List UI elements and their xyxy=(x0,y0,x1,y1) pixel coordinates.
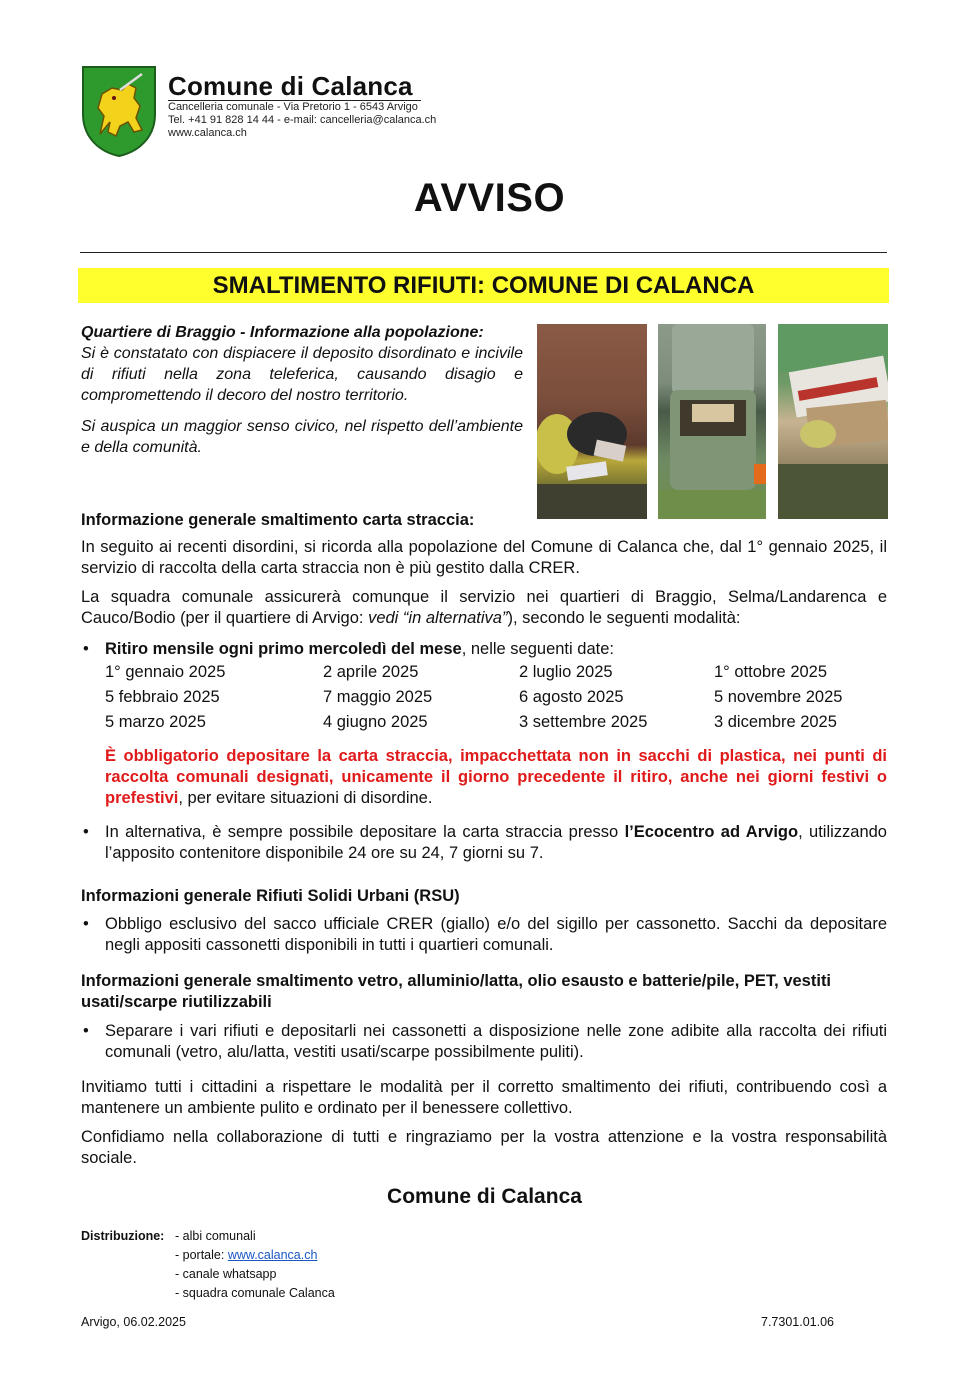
municipality-name: Comune di Calanca xyxy=(168,72,421,101)
glass-heading xyxy=(81,971,887,1013)
place-date: Arvigo, 06.02.2025 xyxy=(81,1315,186,1329)
letterhead xyxy=(80,64,460,160)
ecocentro-text-b: , utilizzando l’apposito contenitore disponibile 24 ore su 24, 7 giorni su 7. xyxy=(105,823,887,862)
closing-text-1: Invitiamo tutti i cittadini a rispettare le modalità per il corretto smaltimento dei rifiuti, contribuendo così a mantenere un ambiente pulito e ordinato per il benessere collettivo. xyxy=(81,1078,887,1117)
rsu-heading xyxy=(81,886,887,907)
dates-row xyxy=(105,663,895,688)
ecocentro-text-a: In alternativa, è sempre possibile depositare la carta straccia presso xyxy=(105,823,625,841)
paper-paragraph-1 xyxy=(81,537,887,579)
collection-dates-table xyxy=(105,663,895,738)
deposit-warning xyxy=(81,746,887,809)
warning-text: È obbligatorio depositare la carta straccia, impacchettata non in sacchi di plastica, nei punti di raccolta comunali designati, unicamente il giorno precedente il ritiro, anche nei giorni festivi o prefestivi xyxy=(105,747,887,807)
dates-row xyxy=(105,713,895,738)
paper-text-2-emphasis: vedi “in alternativa” xyxy=(368,609,508,627)
address-line: Cancelleria comunale - Via Pretorio 1 - 6543 Arvigo xyxy=(168,101,418,113)
monthly-collection-label: Ritiro mensile ogni primo mercoledì del mese xyxy=(105,640,462,658)
lion-crest-icon xyxy=(80,64,158,158)
website-line: www.calanca.ch xyxy=(168,127,247,139)
subject-banner: SMALTIMENTO RIFIUTI: COMUNE DI CALANCA xyxy=(78,268,889,303)
bullet-ecocentro xyxy=(81,822,887,864)
paper-text-1: In seguito ai recenti disordini, si ricorda alla popolazione del Comune di Calanca che, dal 1° gennaio 2025, il servizio di raccolta della carta straccia non è più gestito dalla CRER. xyxy=(81,538,887,577)
list-item: - squadra comunale Calanca xyxy=(175,1286,335,1300)
date-cell: 5 febbraio 2025 xyxy=(105,688,220,706)
closing-text-2: Confidiamo nella collaborazione di tutti e ringraziamo per la vostra attenzione e la vostra responsabilità sociale. xyxy=(81,1128,887,1167)
intro-paragraph-2: Si auspica un maggior senso civico, nel rispetto dell’ambiente e della comunità. xyxy=(81,418,523,456)
document-reference: 7.7301.01.06 xyxy=(761,1315,834,1329)
closing-paragraph-2 xyxy=(81,1127,887,1169)
paper-text-2a: La squadra comunale assicurerà comunque il servizio nei quartieri di Braggio, Selma/Landarenca e Cauco/Bodio (per il quartiere di Arvigo: xyxy=(81,588,887,627)
rsu-heading-text: Informazioni generale Rifiuti Solidi Urbani (RSU) xyxy=(81,887,460,905)
warning-rest: , per evitare situazioni di disordine. xyxy=(178,789,433,807)
bullet-monthly-collection xyxy=(81,639,887,660)
date-cell: 3 dicembre 2025 xyxy=(714,713,837,731)
distribution-label: Distribuzione xyxy=(81,1229,161,1243)
trash-bags-photo xyxy=(537,324,647,519)
bullet-dot: • xyxy=(83,823,89,841)
date-cell: 6 agosto 2025 xyxy=(519,688,624,706)
intro-section xyxy=(81,322,523,458)
paper-text-2b: ), secondo le seguenti modalità: xyxy=(507,609,741,627)
list-item: - canale whatsapp xyxy=(175,1267,277,1281)
bullet-rsu xyxy=(81,914,887,956)
contact-line: Tel. +41 91 828 14 44 - e-mail: cancelleria@calanca.ch xyxy=(168,114,437,126)
date-cell: 4 giugno 2025 xyxy=(323,713,428,731)
paper-section-heading xyxy=(81,510,887,531)
glass-text: Separare i vari rifiuti e depositarli nei cassonetti a disposizione nelle zone adibite alla raccolta dei rifiuti comunali (vetro, alu/latta, vestiti usati/scarpe possibilmente puliti). xyxy=(105,1022,887,1061)
ecocentro-name: l’Ecocentro ad Arvigo xyxy=(624,823,799,841)
intro-heading: Quartiere di Braggio - Informazione alla popolazione: xyxy=(81,324,484,341)
paper-heading: Informazione generale smaltimento carta straccia: xyxy=(81,511,475,529)
date-cell: 1° gennaio 2025 xyxy=(105,663,226,681)
dates-row xyxy=(105,688,895,713)
bullet-glass xyxy=(81,1021,887,1063)
bullet-dot: • xyxy=(83,915,89,933)
date-cell: 2 aprile 2025 xyxy=(323,663,419,681)
date-cell: 2 luglio 2025 xyxy=(519,663,613,681)
page-title: AVVISO xyxy=(413,176,566,220)
date-cell: 5 novembre 2025 xyxy=(714,688,843,706)
bullet-dot: • xyxy=(83,1022,89,1040)
bullet-dot: • xyxy=(83,640,89,658)
title-divider xyxy=(80,252,887,253)
rsu-text: Obbligo esclusivo del sacco ufficiale CRER (giallo) e/o del sigillo per cassonetto. Sacchi da depositare negli appositi cassonetti disponibili in tutti i quartieri comunali. xyxy=(105,915,887,954)
list-item xyxy=(175,1246,335,1265)
date-cell: 5 marzo 2025 xyxy=(105,713,206,731)
distribution-list xyxy=(81,1227,335,1303)
glass-heading-text: Informazioni generale smaltimento vetro, alluminio/latta, olio esausto e batterie/pile, PET, vestiti usati/scarpe riutilizzabili xyxy=(81,972,832,1011)
portal-prefix: - portale: xyxy=(175,1248,228,1262)
paper-paragraph-2 xyxy=(81,587,887,629)
closing-paragraph-1 xyxy=(81,1077,887,1119)
list-item: - albi comunali xyxy=(175,1229,256,1243)
date-cell: 7 maggio 2025 xyxy=(323,688,433,706)
date-cell: 1° ottobre 2025 xyxy=(714,663,828,681)
monthly-collection-rest: , nelle seguenti date: xyxy=(461,640,614,658)
signature: Comune di Calanca xyxy=(387,1185,582,1208)
distribution-colon: : xyxy=(160,1229,165,1243)
date-cell: 3 settembre 2025 xyxy=(519,713,648,731)
intro-paragraph-1: Si è constatato con dispiacere il deposito disordinato e incivile di rifiuti nella zona teleferica, causando disagio e compromettendo il decoro del nostro territorio. xyxy=(81,345,523,404)
green-bin-photo xyxy=(658,324,766,519)
overflowing-bin-photo xyxy=(778,324,888,519)
portal-link[interactable]: www.calanca.ch xyxy=(227,1248,318,1262)
